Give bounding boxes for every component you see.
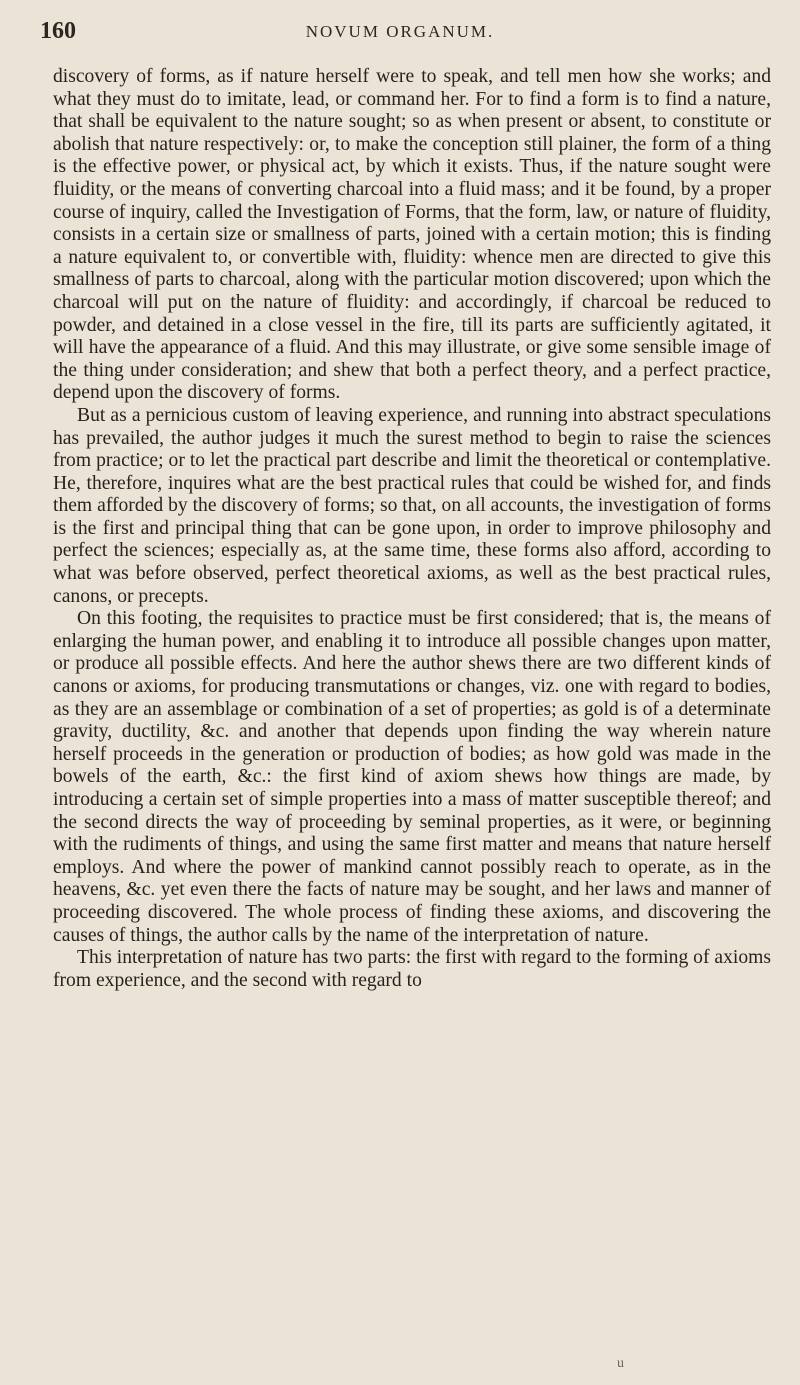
page-header [40, 18, 760, 58]
running-title: NOVUM ORGANUM. [305, 22, 495, 41]
paragraph: discovery of forms, as if nature herself were to speak, and tell men how she works; and what they must do to imitate, lead, or command her. For to find a form is to find a nature, that shall be equivalent to the nature sought; so as when present or absent, to constitute or abolish that nature respectively: or, to make the conception still plainer, the form of a thing is the effective power, or physical act, by which it exists. Thus, if the nature sought were fluidity, or the means of converting charcoal into a fluid mass; and it be found, by a proper course of inquiry, called the Investigation of Forms, that the form, law, or nature of fluidity, consists in a certain size or smallness of parts, joined with a certain motion; this is finding a nature equivalent to, or convertible with, fluidity: whence men are directed to give this smallness of parts to charcoal, along with the particular motion discovered; upon which the charcoal will put on the nature of fluidity: and accordingly, if charcoal be reduced to powder, and detained in a close vessel in the fire, till its parts are sufficiently agitated, it will have the appearance of a fluid. And this may illustrate, or give some sensible image of the thing under consideration; and shew that both a perfect theory, and a perfect practice, depend upon the discovery of forms. [53, 66, 771, 404]
body-text [53, 66, 771, 992]
paragraph: On this footing, the requisites to practice must be first considered; that is, the means of enlarging the human power, and enabling it to introduce all possible changes upon matter, or produce all possible effects. And here the author shews there are two different kinds of canons or axioms, for producing transmutations or changes, viz. one with regard to bodies, as they are an assemblage or combination of a set of properties; as gold is of a determinate gravity, ductility, &c. and another that depends upon finding the way wherein nature herself proceeds in the generation or production of bodies; as how gold was made in the bowels of the earth, &c.: the first kind of axiom shews how things are made, by introducing a certain set of simple properties into a mass of matter susceptible thereof; and the second directs the way of proceeding by seminal properties, as it were, or beginning with the rudiments of things, and using the same first matter and means that nature herself employs. And where the power of mankind cannot possibly reach to operate, as in the heavens, &c. yet even there the facts of nature may be sought, and her laws and manner of proceeding discovered. The whole process of finding these axioms, and discovering the causes of things, the author calls by the name of the interpretation of nature. [53, 608, 771, 946]
signature-mark: u [617, 1356, 624, 1371]
paragraph: This interpretation of nature has two parts: the first with regard to the forming of axioms from experience, and the second with regard to [53, 947, 771, 991]
paragraph: But as a pernicious custom of leaving experience, and running into abstract speculations has prevailed, the author judges it much the surest method to begin to raise the sciences from practice; or to let the practical part describe and limit the theoretical or contemplative. He, therefore, inquires what are the best practical rules that could be wished for, and finds them afforded by the discovery of forms; so that, on all accounts, the investigation of forms is the first and principal thing that can be gone upon, in order to improve philosophy and perfect the sciences; especially as, at the same time, these forms also afford, according to what was before observed, perfect theoretical axioms, as well as the best practical rules, canons, or precepts. [53, 404, 771, 607]
page-number: 160 [40, 18, 76, 44]
